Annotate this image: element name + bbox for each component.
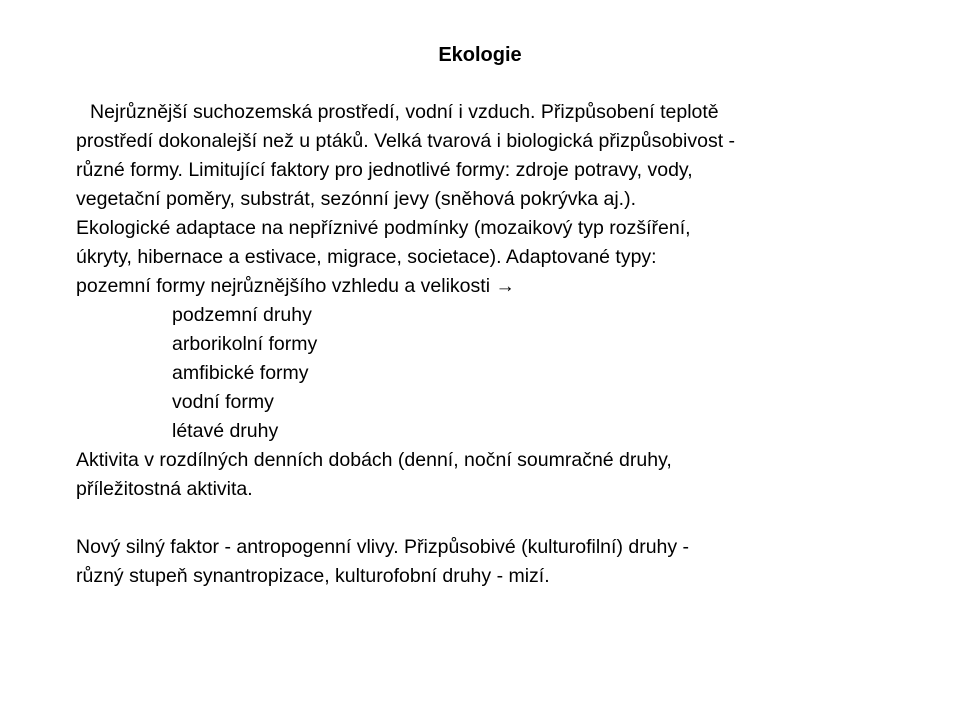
adapted-type-item: amfibické formy — [172, 362, 309, 384]
body-line: různé formy. Limitující faktory pro jednotlivé formy: zdroje potravy, vody, — [76, 159, 693, 181]
body-line: příležitostná aktivita. — [76, 478, 253, 500]
body-line: úkryty, hibernace a estivace, migrace, societace). Adaptované typy: — [76, 246, 657, 268]
adapted-type-item: létavé druhy — [172, 420, 279, 442]
body-line: vegetační poměry, substrát, sezónní jevy (sněhová pokrývka aj.). — [76, 188, 636, 210]
body-line: Nový silný faktor - antropogenní vlivy. Přizpůsobivé (kulturofilní) druhy - — [76, 536, 690, 558]
body-line: prostředí dokonalejší než u ptáků. Velká tvarová i biologická přizpůsobivost - — [76, 130, 736, 152]
slide-title: Ekologie — [438, 44, 522, 66]
paragraph-spacer — [76, 504, 916, 533]
body-line: Aktivita v rozdílných denních dobách (denní, noční soumračné druhy, — [76, 449, 672, 471]
adapted-type-item: arborikolní formy — [172, 333, 318, 355]
adapted-type-item: vodní formy — [172, 391, 274, 413]
adapted-type-item: podzemní druhy — [172, 304, 312, 326]
body-line: různý stupeň synantropizace, kulturofobní druhy - mizí. — [76, 565, 550, 587]
body-line: Ekologické adaptace na nepříznivé podmínky (mozaikový typ rozšíření, — [76, 217, 691, 239]
slide-body — [76, 98, 916, 591]
body-line: Nejrůznější suchozemská prostředí, vodní i vzduch. Přizpůsobení teplotě — [90, 101, 719, 123]
body-line: pozemní formy nejrůznějšího vzhledu a velikosti → — [76, 275, 515, 297]
